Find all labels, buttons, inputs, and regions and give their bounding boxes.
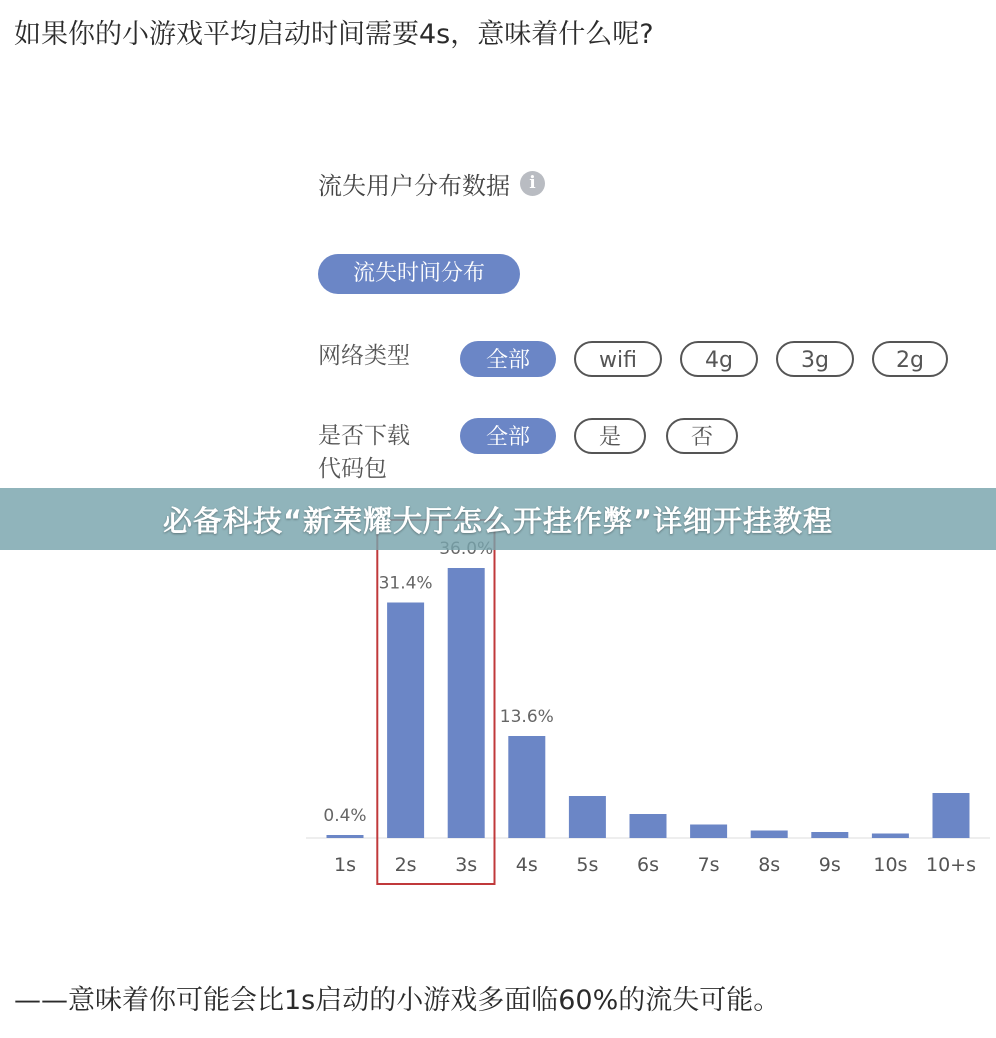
tick-label-8s: 8s	[758, 854, 781, 876]
network-option-3g[interactable]: 3g	[776, 341, 854, 377]
tick-label-2s: 2s	[394, 854, 417, 876]
panel-title-text: 流失用户分布数据	[318, 172, 510, 200]
network-option-4g[interactable]: 4g	[680, 341, 758, 377]
bar-9s	[811, 832, 848, 838]
overlay-banner	[0, 488, 996, 550]
banner-text: 必备科技“新荣耀大厅怎么开挂作弊”详细开挂教程	[162, 503, 834, 538]
bar-6s	[630, 814, 667, 838]
download-label-line1: 是否下载	[318, 423, 410, 449]
bar-10s	[872, 834, 909, 839]
tick-label-5s: 5s	[576, 854, 599, 876]
bar-5s	[569, 796, 606, 838]
bar-3s	[448, 568, 485, 838]
network-option-2g[interactable]: 2g	[872, 341, 948, 377]
download-option-all[interactable]: 全部	[460, 418, 556, 454]
tick-label-10+s: 10+s	[926, 854, 976, 876]
tab-churn-time-distribution[interactable]: 流失时间分布	[318, 254, 520, 294]
bar-8s	[751, 831, 788, 839]
bar-1s	[327, 835, 364, 838]
download-option-no[interactable]: 否	[666, 418, 738, 454]
bar-10+s	[933, 793, 970, 838]
bar-2s	[387, 603, 424, 839]
tick-label-1s: 1s	[334, 854, 356, 876]
data-label-4s: 13.6%	[499, 707, 554, 727]
tick-label-3s: 3s	[455, 854, 478, 876]
bar-7s	[690, 825, 727, 839]
data-label-2s: 31.4%	[378, 573, 433, 594]
tick-label-10s: 10s	[873, 854, 908, 876]
tick-label-9s: 9s	[818, 854, 841, 876]
network-option-all[interactable]: 全部	[460, 341, 556, 377]
tick-label-7s: 7s	[697, 854, 720, 876]
download-label-line2: 代码包	[318, 456, 387, 482]
tick-label-6s: 6s	[637, 854, 659, 876]
info-icon[interactable]: i	[520, 171, 545, 196]
data-label-1s: 0.4%	[323, 806, 367, 826]
footer-text: ——意味着你可能会比1s启动的小游戏多面临60%的流失可能。	[14, 985, 781, 1016]
network-type-label: 网络类型	[318, 343, 410, 369]
tick-label-4s: 4s	[515, 854, 538, 876]
bar-4s	[508, 736, 545, 838]
network-option-wifi[interactable]: wifi	[574, 341, 662, 377]
question-text: 如果你的小游戏平均启动时间需要4s，意味着什么呢?	[14, 19, 654, 50]
download-option-yes[interactable]: 是	[574, 418, 646, 454]
